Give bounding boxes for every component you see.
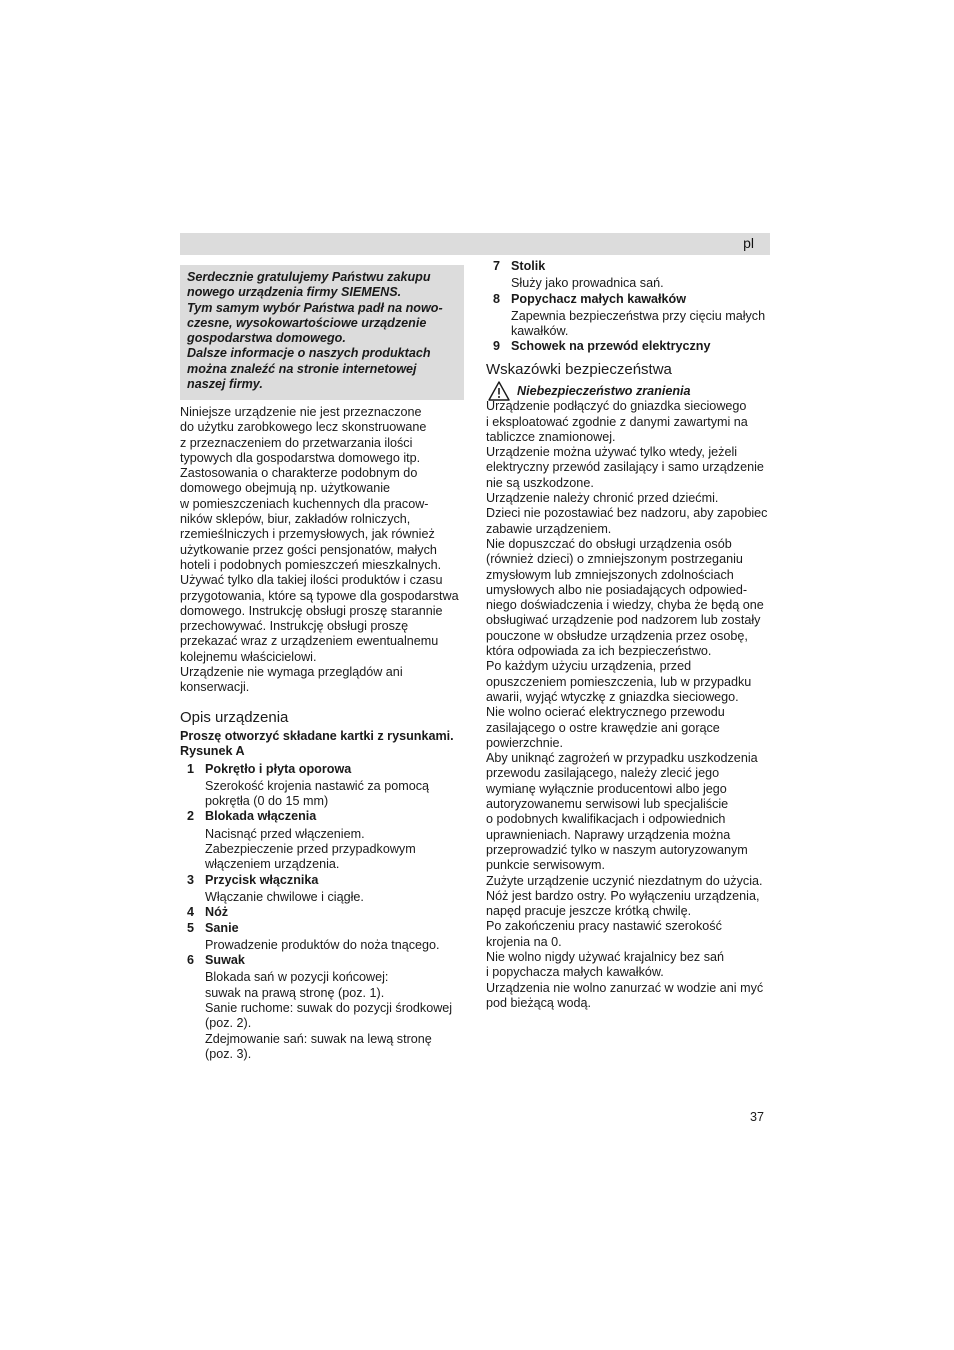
item-text: kawałków.: [511, 324, 569, 339]
safety-line: elektryczny przewód zasilający i samo urządzenie: [486, 460, 764, 475]
safety-line: Po zakończeniu pracy nastawić szerokość: [486, 919, 722, 934]
body-line: z przeznaczeniem do przetwarzania ilości: [180, 435, 413, 450]
item-text: włączeniem urządzenia.: [205, 857, 340, 872]
safety-line: Urządzenie należy chronić przed dziećmi.: [486, 491, 719, 506]
safety-line: i eksploatować zgodnie z danymi zawartymi na: [486, 414, 748, 429]
intro-line: naszej firmy.: [187, 377, 263, 392]
safety-line: zmysłowym lub zmniejszonych zdolnościach: [486, 567, 734, 582]
item-text: Sanie ruchome: suwak do pozycji środkowej: [205, 1001, 453, 1016]
safety-line: powierzchnie.: [486, 735, 564, 750]
body-line: konserwacji.: [180, 680, 250, 695]
item-title: Suwak: [205, 953, 245, 968]
item-text: Służy jako prowadnica sań.: [511, 276, 664, 291]
item-number: 1: [187, 761, 195, 776]
body-line: do użytku zarobkowego lecz skonstruowane: [180, 420, 427, 435]
item-text: suwak na prawą stronę (poz. 1).: [205, 985, 385, 1000]
warning-title: Niebezpieczeństwo zranienia: [517, 384, 691, 398]
intro-line: gospodarstwa domowego.: [187, 331, 346, 346]
language-label: pl: [743, 235, 754, 251]
safety-line: Urządzenia nie wolno zanurzać w wodzie ani myć: [486, 980, 764, 995]
safety-line: Urządzenie można używać tylko wtedy, jeżeli: [486, 445, 738, 460]
body-line: Zastosowania o charakterze podobnym do: [180, 466, 418, 481]
safety-line: zabawie urządzeniem.: [486, 521, 612, 536]
list-item: [180, 953, 470, 1062]
safety-line: pod bieżącą wodą.: [486, 995, 592, 1010]
safety-line: Nóż jest bardzo ostry. Po wyłączeniu urządzenia,: [486, 888, 760, 903]
body-line: przygotowania, które są typowe dla gospodarstwa: [180, 588, 459, 603]
body-line: typowych dla gospodarstwa domowego itp.: [180, 450, 421, 465]
item-text: (poz. 3).: [205, 1046, 252, 1061]
safety-line: Urządzenie podłączyć do gniazdka sieciowego: [486, 399, 747, 414]
item-title: Pokrętło i płyta oporowa: [205, 761, 352, 776]
body-line: domowego. Instrukcję obsługi proszę starannie: [180, 603, 443, 618]
safety-line: awarii, wyjąć wtyczkę z gniazdka sieciowego.: [486, 689, 739, 704]
safety-line: i popychacza małych kawałków.: [486, 965, 664, 980]
safety-section: [486, 361, 776, 1011]
safety-line: krojenia na 0.: [486, 934, 562, 949]
list-item: [180, 873, 470, 906]
safety-line: punkcie serwisowym.: [486, 858, 605, 873]
safety-line: pouczone w obsłudze urządzenia przez osobę,: [486, 628, 748, 643]
section-subheading: Proszę otworzyć składane kartki z rysunkami.: [180, 729, 454, 743]
section-subheading: Rysunek A: [180, 744, 245, 759]
safety-line: Po każdym użyciu urządzenia, przed: [486, 659, 692, 674]
section-heading: Wskazówki bezpieczeństwa: [486, 361, 672, 378]
item-text: Zdejmowanie sań: suwak na lewą stronę: [205, 1031, 432, 1046]
list-item: [180, 809, 470, 872]
body-line: w pomieszczeniach kuchennych dla pracow-: [180, 496, 429, 511]
safety-line: napęd pracuje jeszcze krótką chwilę.: [486, 904, 692, 919]
item-title: Przycisk włącznika: [205, 872, 319, 887]
page-number: 37: [750, 1110, 765, 1124]
warning-triangle-icon: [488, 381, 510, 401]
body-line: Urządzenie nie wymaga przeglądów ani: [180, 665, 403, 680]
header-bar: [180, 233, 770, 255]
safety-line: Dzieci nie pozostawiać bez nadzoru, aby zapobiec: [486, 506, 768, 521]
intro-line: Tym samym wybór Państwa padł na nowo-: [187, 300, 443, 315]
body-line: kolejnemu właścicielowi.: [180, 649, 317, 664]
body-line: hoteli i podobnych pomieszczeń mieszkalnych.: [180, 557, 442, 572]
list-item: [180, 921, 470, 954]
item-text: pokrętła (0 do 15 mm): [205, 794, 329, 809]
safety-line: nie są uszkodzone.: [486, 475, 594, 490]
safety-line: która odpowiada za ich bezpieczeństwo.: [486, 644, 712, 659]
item-number: 4: [187, 905, 195, 920]
safety-line: przewodu zasilającego, należy zlecić jego: [486, 766, 720, 781]
item-title: Blokada włączenia: [205, 809, 317, 824]
list-item: [180, 762, 470, 810]
intro-box: [180, 265, 464, 400]
safety-line: wymianę wyłącznie producentowi albo jego: [486, 781, 727, 796]
item-title: Popychacz małych kawałków: [511, 291, 686, 306]
safety-line: zasilającego o ostre krawędzie ani gorące: [486, 720, 720, 735]
item-text: Zabezpieczenie przed przypadkowym: [205, 842, 416, 857]
intro-line: czesne, wysokowartościowe urządzenie: [187, 315, 427, 330]
item-text: Włączanie chwilowe i ciągłe.: [205, 889, 364, 904]
item-number: 2: [187, 809, 195, 824]
body-line: przekazać wraz z urządzeniem ewentualnemu: [180, 634, 439, 649]
body-line: użytkowanie przez gości pensjonatów, małych: [180, 542, 437, 557]
intro-line: nowego urządzenia firmy SIEMENS.: [187, 285, 402, 300]
list-item: [180, 905, 470, 920]
body-line: rzemieślniczych i przemysłowych, jak również: [180, 527, 435, 542]
safety-line: autoryzowanemu serwisowi lub specjaliście: [486, 797, 729, 812]
safety-line: Zużyte urządzenie uczynić niezdatnym do użycia.: [486, 873, 763, 888]
list-item: [486, 339, 776, 354]
body-line: przechowywać. Instrukcję obsługi proszę: [180, 619, 409, 634]
safety-line: obsługiwać urządzenie pod nadzorem lub zostały: [486, 613, 761, 628]
item-number: 5: [187, 920, 195, 935]
item-text: Prowadzenie produktów do noża tnącego.: [205, 937, 440, 952]
item-number: 7: [493, 259, 501, 273]
safety-line: Nie dopuszczać do obsługi urządzenia osób: [486, 536, 732, 551]
safety-line: niego doświadczenia i wiedzy, chyba że będą one: [486, 598, 764, 613]
list-item: [486, 259, 776, 292]
safety-line: o podobnych kwalifikacjach i odpowiednich: [486, 812, 726, 827]
item-title: Sanie: [205, 920, 239, 935]
intro-line: Serdecznie gratulujemy Państwu zakupu: [187, 270, 431, 284]
intro-paragraphs: [180, 405, 470, 696]
body-line: ników sklepów, biur, zakładów rolniczych,: [180, 512, 411, 527]
item-number: 6: [187, 953, 195, 968]
right-items: [486, 259, 776, 355]
list-item: [486, 292, 776, 340]
item-title: Schowek na przewód elektryczny: [511, 339, 711, 354]
item-number: 3: [187, 872, 195, 887]
item-text: Zapewnia bezpieczeństwa przy cięciu małych: [511, 308, 766, 323]
warning-row: [486, 384, 776, 399]
intro-line: można znaleźć na stronie internetowej: [187, 361, 417, 376]
item-text: Blokada sań w pozycji końcowej:: [205, 970, 389, 985]
safety-line: Nie wolno ocierać elektrycznego przewodu: [486, 705, 725, 720]
item-number: 8: [493, 291, 501, 306]
intro-line: Dalsze informacje o naszych produktach: [187, 346, 431, 361]
safety-line: przeprowadzić tylko w naszym autoryzowanym: [486, 842, 748, 857]
item-text: Nacisnąć przed włączeniem.: [205, 826, 365, 841]
safety-line: Aby uniknąć zagrożeń w przypadku uszkodzenia: [486, 751, 758, 766]
opis-section: [180, 709, 470, 1062]
body-line: Niniejsze urządzenie nie jest przeznaczone: [180, 405, 422, 419]
safety-line: (również dzieci) o zmniejszonym postrzeganiu: [486, 552, 743, 567]
body-line: Używać tylko dla takiej ilości produktów i czasu: [180, 573, 443, 588]
item-text: (poz. 2).: [205, 1016, 252, 1031]
safety-line: Nie wolno nigdy używać krajalnicy bez sań: [486, 949, 724, 964]
body-line: domowego obejmują np. użytkowanie: [180, 481, 391, 496]
item-text: Szerokość krojenia nastawić za pomocą: [205, 778, 429, 793]
item-title: Nóż: [205, 905, 229, 920]
section-heading: Opis urządzenia: [180, 709, 289, 726]
safety-line: tabliczce znamionowej.: [486, 429, 616, 444]
safety-line: opuszczeniem pomieszczenia, lub w przypadku: [486, 674, 752, 689]
item-title: Stolik: [511, 259, 546, 273]
safety-lines: [486, 399, 776, 1011]
safety-line: uprawnieniach. Naprawy urządzenia można: [486, 827, 731, 842]
item-number: 9: [493, 339, 501, 354]
safety-line: umysłowych albo nie posiadających odpowied-: [486, 582, 748, 597]
